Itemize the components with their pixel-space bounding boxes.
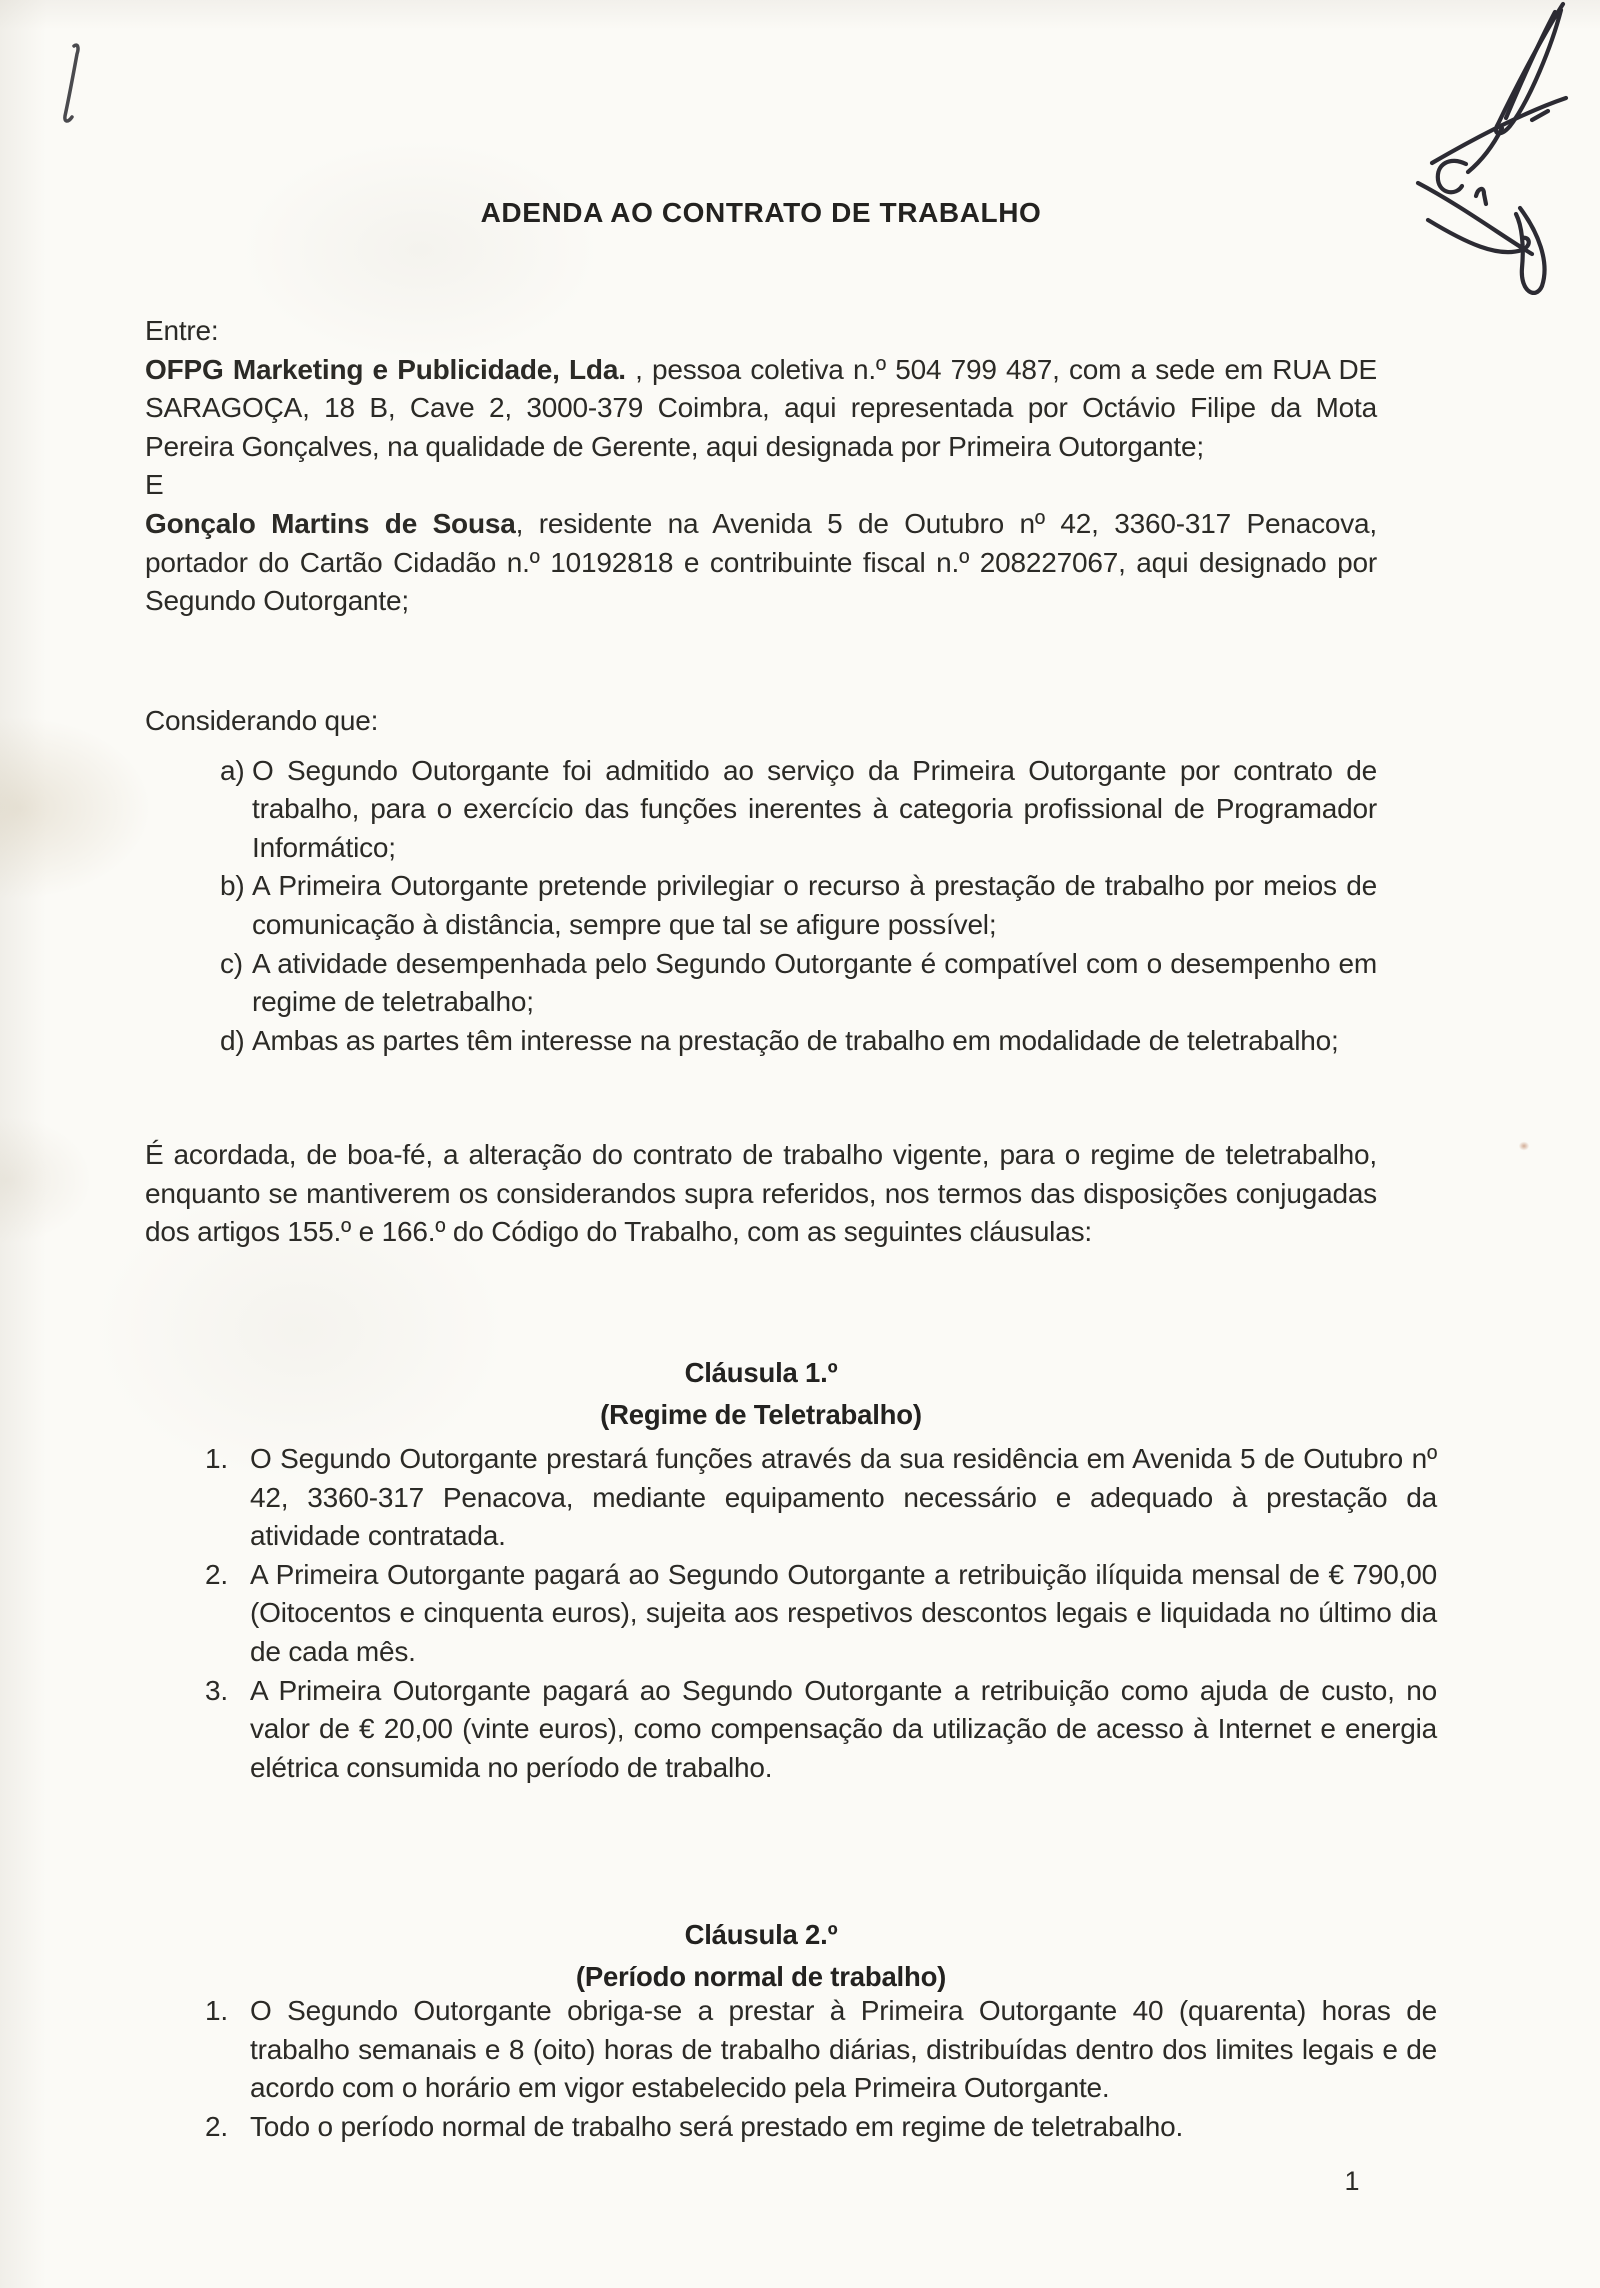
pen-stroke-mark xyxy=(52,40,92,135)
list-item-number: 1. xyxy=(205,1995,228,2026)
list-item-number: 2. xyxy=(205,2110,228,2142)
considerations-section xyxy=(145,702,1377,1060)
list-item-text: A Primeira Outorgante pagará ao Segundo Outorgante a retribuição como ajuda de custo, no valor de € 20,00 (vinte euros), como compensação da utilização de acesso à Internet e energia elétrica consumida no período de trabalho. xyxy=(250,1674,1437,1783)
conjunction-e: E xyxy=(145,469,164,501)
list-item-label: b) xyxy=(220,870,245,902)
list-item-text: O Segundo Outorgante obriga-se a prestar à Primeira Outorgante 40 (quarenta) horas de trabalho semanais e 8 (oito) horas de trabalho diárias, distribuídas dentro dos limites legais e de acordo com o horário em vigor estabelecido pela Primeira Outorgante. xyxy=(250,1995,1437,2104)
first-party-details: , pessoa coletiva n.º 504 799 487, com a sede em RUA DE SARAGOÇA, 18 B, Cave 2, 3000-379 Coimbra, aqui representada por Octávio Filipe da Mota Pereira Gonçalves, na qualidade de Gerente, aqui designada por Primeira Outorgante; xyxy=(145,353,1377,462)
list-item xyxy=(205,1672,1437,1788)
list-item-number: 3. xyxy=(205,1674,228,1706)
list-item-label: d) xyxy=(220,1024,245,1056)
list-item-text: O Segundo Outorgante prestará funções através da sua residência em Avenida 5 de Outubro nº 42, 3360-317 Penacova, mediante equipamento necessário e adequado à prestação da atividade contratada. xyxy=(250,1443,1437,1552)
list-item xyxy=(205,1556,1437,1672)
second-party-name: Gonçalo Martins de Sousa xyxy=(145,507,516,539)
list-item xyxy=(205,2108,1437,2147)
first-party-name: OFPG Marketing e Publicidade, Lda. xyxy=(145,353,626,385)
list-item xyxy=(220,867,1377,944)
list-item xyxy=(205,1992,1437,2108)
list-item-text: A Primeira Outorgante pagará ao Segundo Outorgante a retribuição ilíquida mensal de € 790,00 (Oitocentos e cinquenta euros), sujeita aos respetivos descontos legais e liquidada no último dia de cada mês. xyxy=(250,1558,1437,1667)
clause1-heading xyxy=(145,1352,1377,1436)
parties-section xyxy=(145,312,1377,621)
document-title: ADENDA AO CONTRATO DE TRABALHO xyxy=(480,197,1042,228)
agreement-paragraph: É acordada, de boa-fé, a alteração do contrato de trabalho vigente, para o regime de teletrabalho, enquanto se mantiverem os considerandos supra referidos, nos termos das disposições conjugadas dos artigos 155.º e 166.º do Código do Trabalho, com as seguintes cláusulas: xyxy=(145,1139,1377,1248)
list-item-text: Todo o período normal de trabalho será prestado em regime de teletrabalho. xyxy=(250,2110,1184,2142)
clause2-subtitle: (Período normal de trabalho) xyxy=(575,1961,947,1992)
pen-stroke-icon xyxy=(52,40,92,135)
page-number: 1 xyxy=(1344,2166,1360,2196)
considerations-list xyxy=(145,752,1377,1061)
signature-initials xyxy=(1270,0,1600,310)
list-item-number: 2. xyxy=(205,1558,228,1590)
clause2-heading xyxy=(145,1914,1377,1998)
list-item-number: 1. xyxy=(205,1443,228,1474)
list-item-label: a) xyxy=(220,754,245,786)
list-item xyxy=(205,1440,1437,1556)
list-item-text: O Segundo Outorgante foi admitido ao serviço da Primeira Outorgante por contrato de trabalho, para o exercício das funções inerentes à categoria profissional de Programador Informático; xyxy=(252,754,1377,863)
list-item xyxy=(220,1022,1377,1061)
clause2-title: Cláusula 2.º xyxy=(684,1919,838,1950)
list-item-text: Ambas as partes têm interesse na prestação de trabalho em modalidade de teletrabalho; xyxy=(252,1024,1339,1056)
first-party-paragraph xyxy=(145,351,1377,467)
second-party-details: , residente na Avenida 5 de Outubro nº 42, 3360-317 Penacova, portador do Cartão Cidadão n.º 10192818 e contribuinte fiscal n.º 208227067, aqui designado por Segundo Outorgante; xyxy=(145,507,1377,617)
signature-icon xyxy=(1270,0,1600,310)
clause1-list xyxy=(145,1440,1437,1787)
clause1-title: Cláusula 1.º xyxy=(684,1357,838,1388)
list-item xyxy=(220,752,1377,868)
clause1-subtitle: (Regime de Teletrabalho) xyxy=(600,1399,922,1430)
considerations-heading: Considerando que: xyxy=(145,705,379,736)
list-item-text: A Primeira Outorgante pretende privilegiar o recurso à prestação de trabalho por meios de comunicação à distância, sempre que tal se afigure possível; xyxy=(252,870,1377,940)
list-item-label: c) xyxy=(220,947,243,979)
list-item xyxy=(220,945,1377,1022)
entre-label: Entre: xyxy=(145,315,219,346)
list-item-text: A atividade desempenhada pelo Segundo Outorgante é compatível com o desempenho em regime de teletrabalho; xyxy=(252,947,1377,1018)
clause2-list xyxy=(145,1992,1437,2146)
second-party-paragraph xyxy=(145,505,1377,621)
